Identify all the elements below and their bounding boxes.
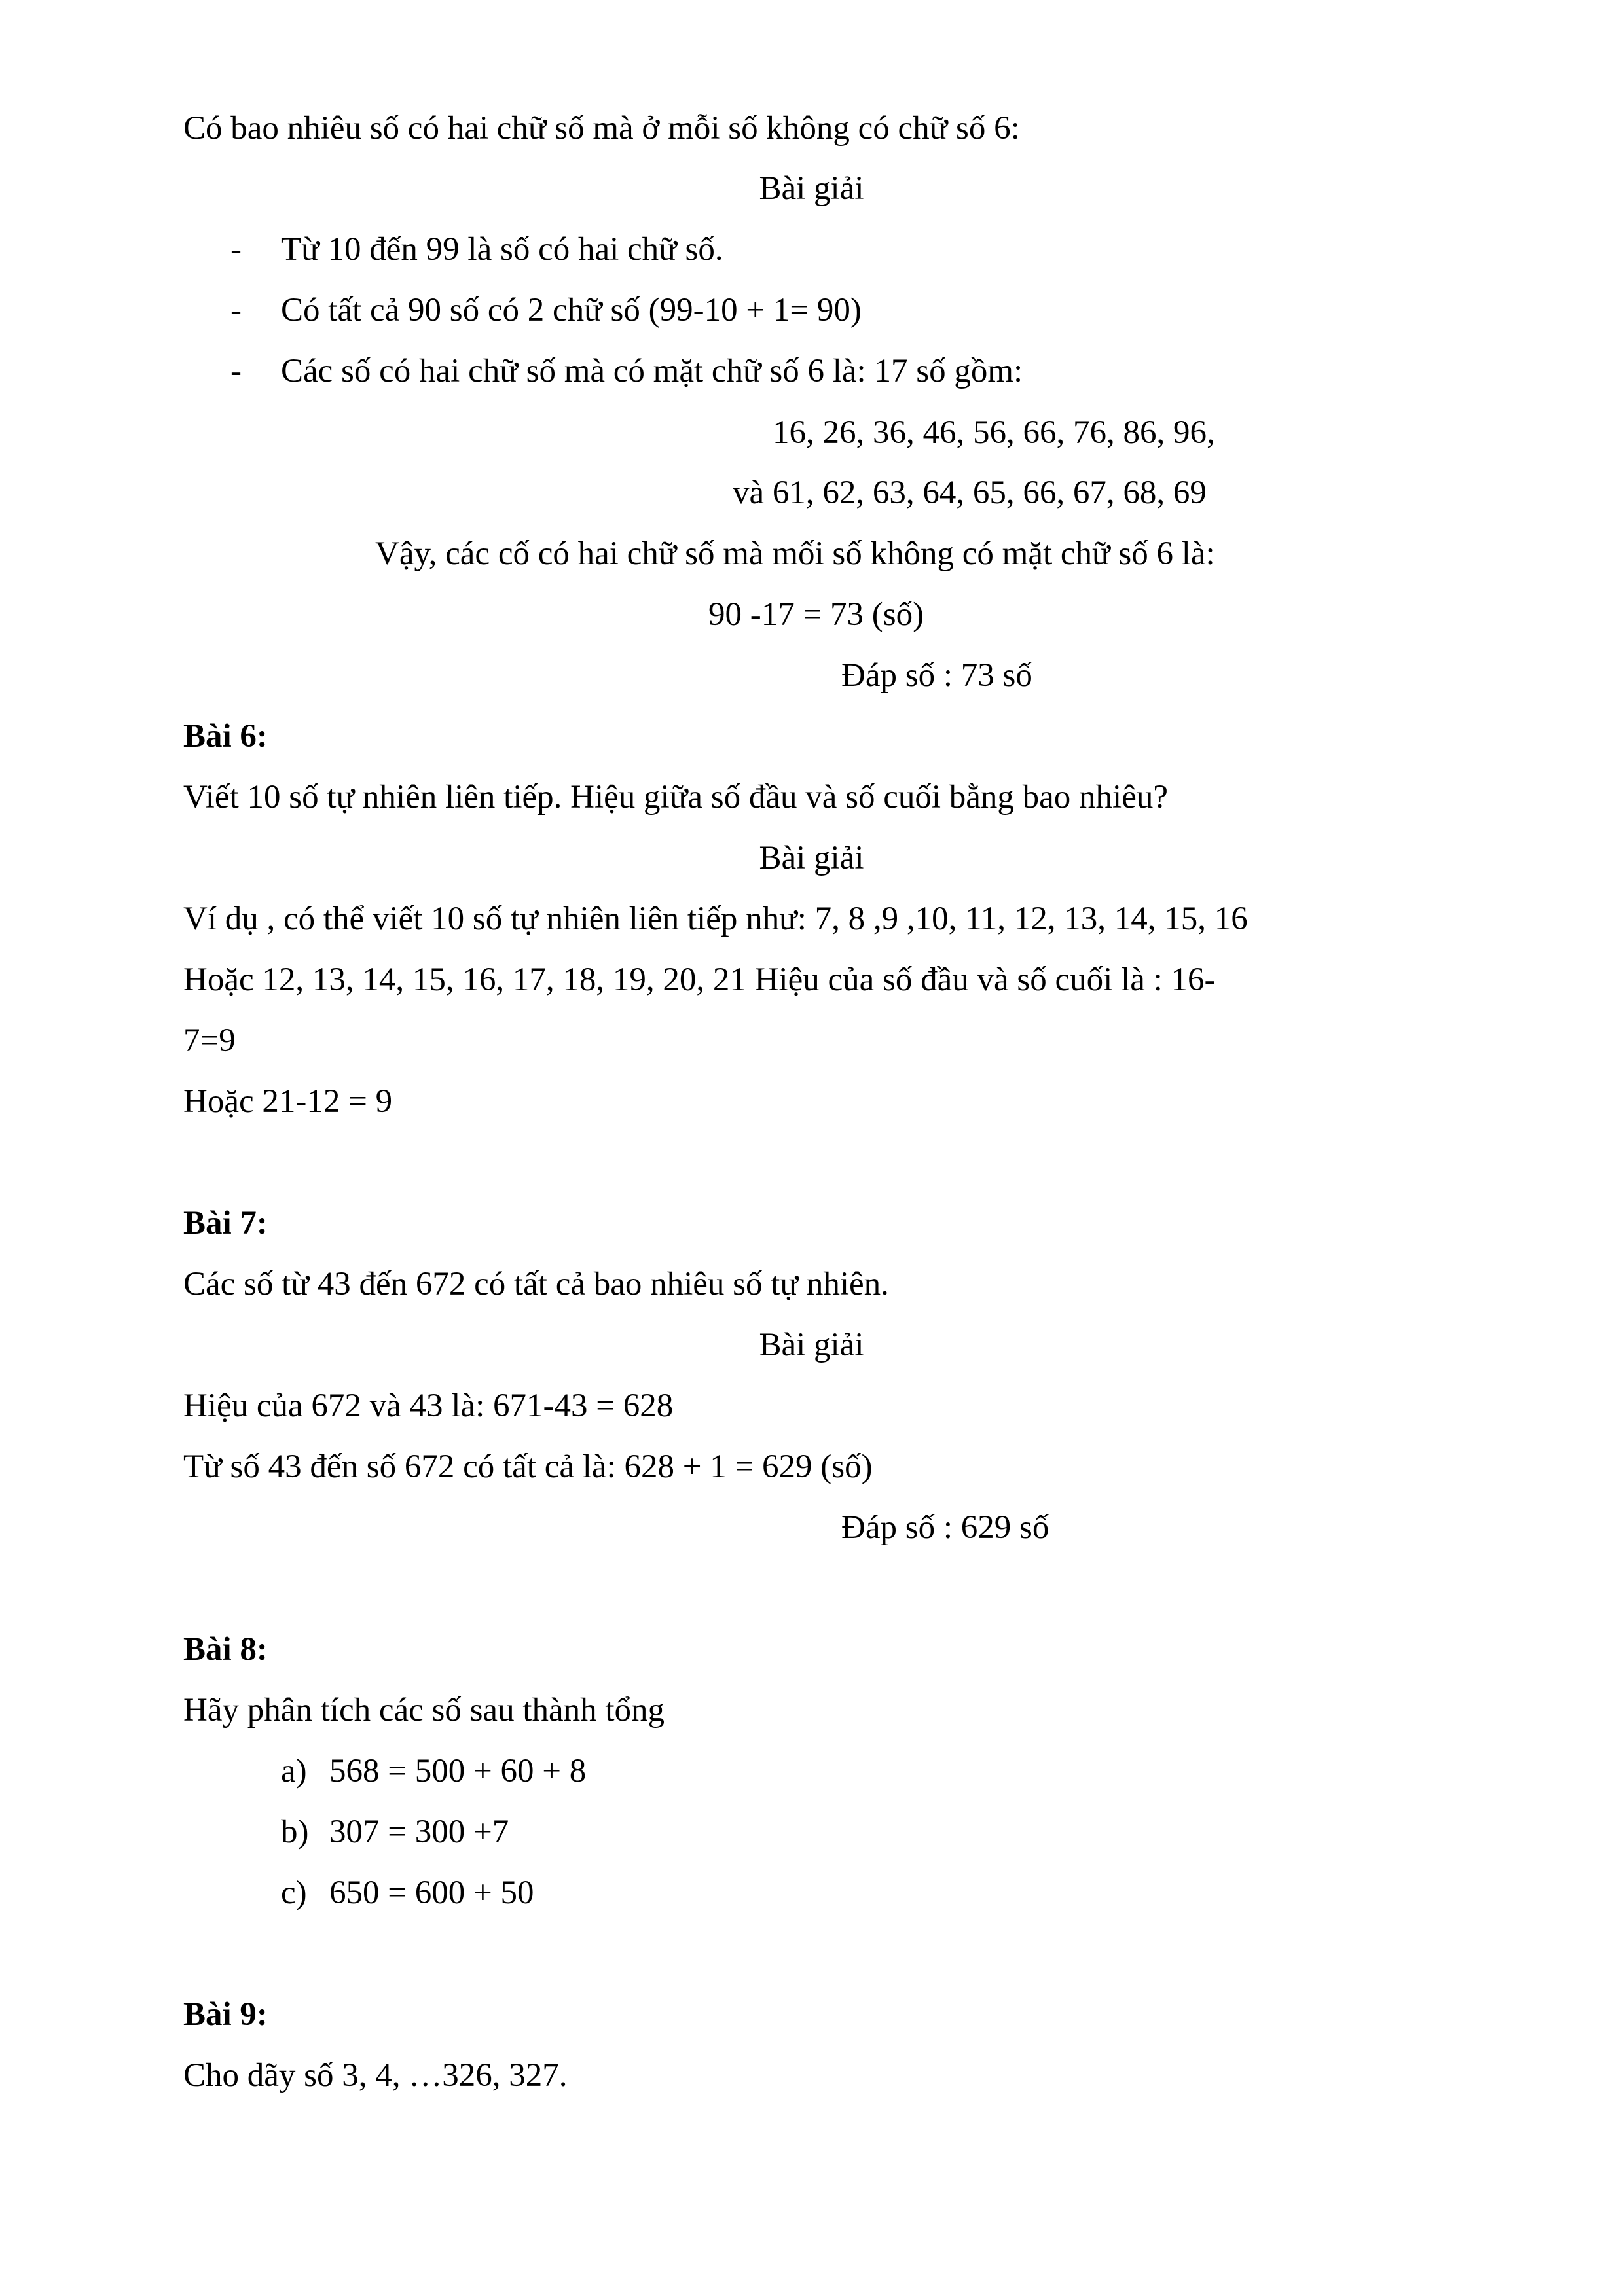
problem-5-answer: Đáp số : 73 số	[841, 657, 1032, 694]
problem-6-solution-line: Hoặc 21-12 = 9	[183, 1083, 393, 1120]
problem-7-solution-heading: Bài giải	[759, 1327, 864, 1363]
problem-6-title: Bài 6:	[183, 718, 268, 755]
item-label: b)	[281, 1814, 309, 1850]
problem-6-solution-heading: Bài giải	[759, 840, 864, 876]
problem-8-title: Bài 8:	[183, 1631, 268, 1668]
problem-5-calculation: 90 -17 = 73 (số)	[708, 596, 924, 633]
problem-5-solution-heading: Bài giải	[759, 170, 864, 207]
problem-5-question: Có bao nhiêu số có hai chữ số mà ở mỗi số không có chữ số 6:	[183, 110, 1020, 147]
item-text: 568 = 500 + 60 + 8	[329, 1753, 587, 1789]
bullet-dash: -	[230, 353, 242, 389]
problem-8-question: Hãy phân tích các số sau thành tổng	[183, 1692, 665, 1729]
problem-6-solution-line: Ví dụ , có thể viết 10 số tự nhiên liên tiếp như: 7, 8 ,9 ,10, 11, 12, 13, 14, 15, 16	[183, 901, 1248, 937]
problem-6-question: Viết 10 số tự nhiên liên tiếp. Hiệu giữa số đầu và số cuối bằng bao nhiêu?	[183, 779, 1168, 816]
bullet-dash: -	[230, 231, 242, 268]
item-label: a)	[281, 1753, 307, 1789]
problem-7-title: Bài 7:	[183, 1205, 268, 1242]
item-label: c)	[281, 1874, 307, 1911]
problem-6-solution-line: Hoặc 12, 13, 14, 15, 16, 17, 18, 19, 20, 21 Hiệu của số đầu và số cuối là : 16-	[183, 961, 1216, 998]
problem-7-answer: Đáp số : 629 số	[841, 1509, 1049, 1546]
problem-7-solution-line: Từ số 43 đến số 672 có tất cả là: 628 + 1 = 629 (số)	[183, 1448, 873, 1485]
bullet-text: Có tất cả 90 số có 2 chữ số (99-10 + 1= 90)	[281, 292, 862, 329]
problem-5-number-list-2: và 61, 62, 63, 64, 65, 66, 67, 68, 69	[733, 475, 1207, 511]
problem-7-solution-line: Hiệu của 672 và 43 là: 671-43 = 628	[183, 1388, 674, 1424]
bullet-text: Từ 10 đến 99 là số có hai chữ số.	[281, 231, 723, 268]
problem-7-question: Các số từ 43 đến 672 có tất cả bao nhiêu số tự nhiên.	[183, 1266, 889, 1302]
problem-5-conclusion: Vậy, các cố có hai chữ số mà mối số không có mặt chữ số 6 là:	[375, 535, 1215, 572]
bullet-text: Các số có hai chữ số mà có mặt chữ số 6 là: 17 số gồm:	[281, 353, 1023, 389]
problem-9-question: Cho dãy số 3, 4, …326, 327.	[183, 2057, 568, 2094]
problem-6-solution-line: 7=9	[183, 1022, 236, 1059]
item-text: 650 = 600 + 50	[329, 1874, 534, 1911]
bullet-dash: -	[230, 292, 242, 329]
item-text: 307 = 300 +7	[329, 1814, 509, 1850]
problem-9-title: Bài 9:	[183, 1996, 268, 2033]
problem-5-number-list-1: 16, 26, 36, 46, 56, 66, 76, 86, 96,	[773, 414, 1215, 451]
